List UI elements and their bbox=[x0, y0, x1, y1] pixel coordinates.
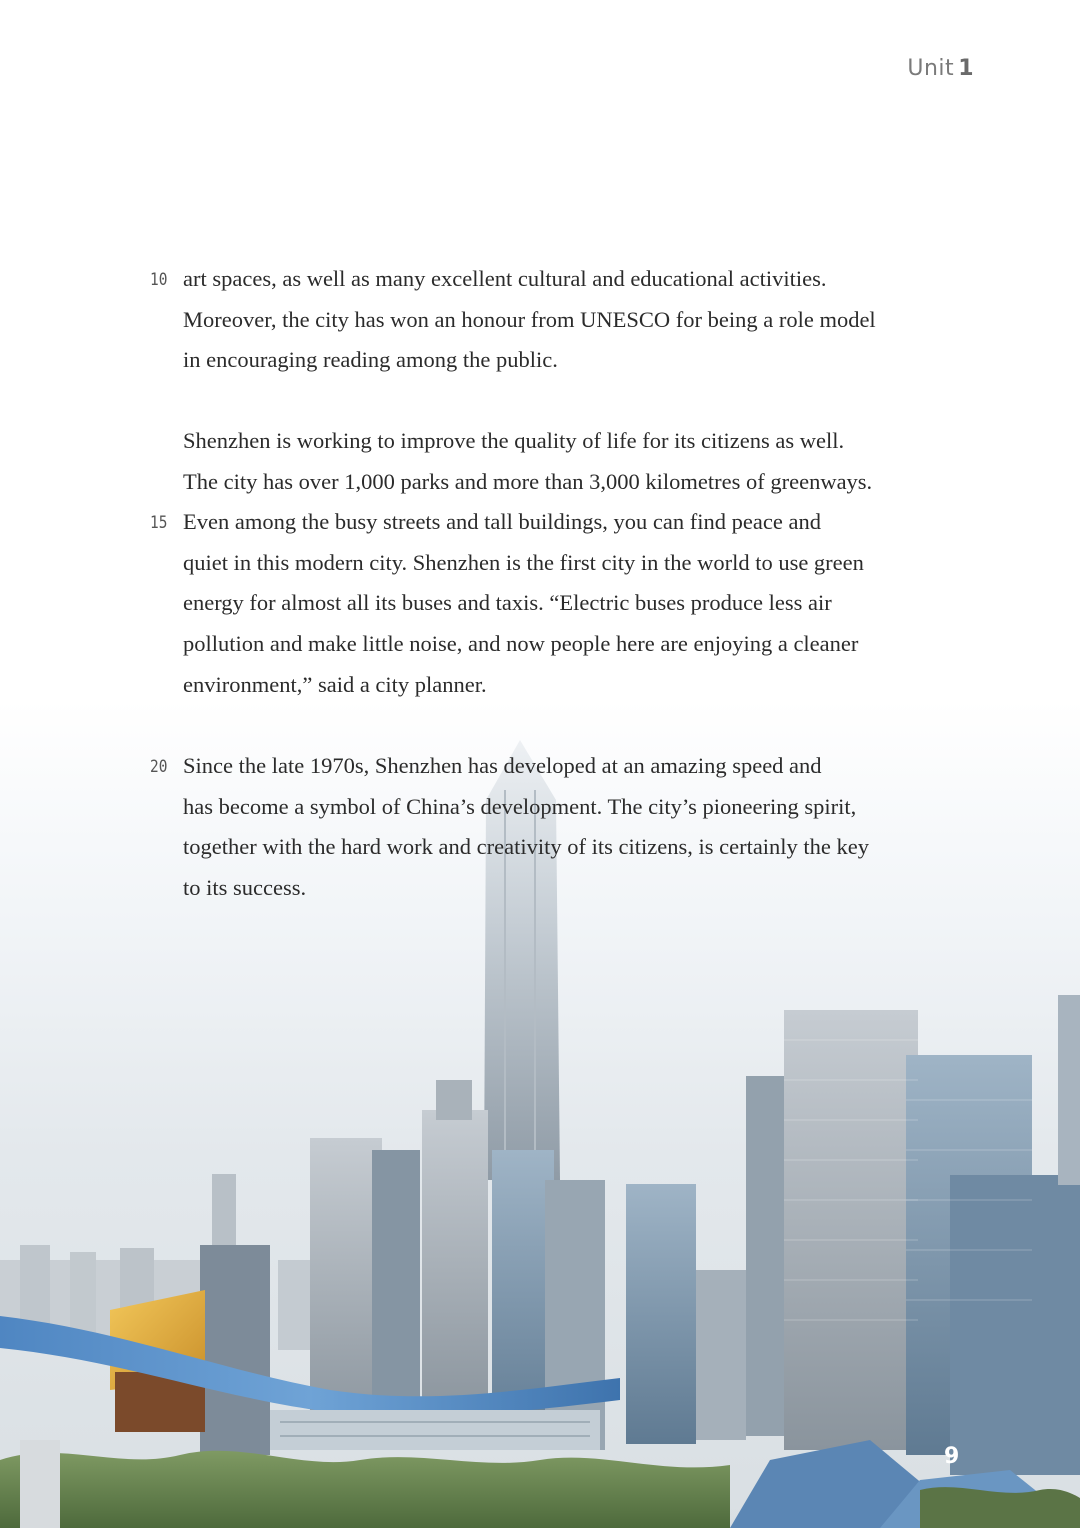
text-line: Even among the busy streets and tall buildings, you can find peace and bbox=[183, 509, 821, 535]
text-line: energy for almost all its buses and taxis. “Electric buses produce less air bbox=[183, 590, 832, 616]
unit-number: 1 bbox=[958, 56, 974, 81]
text-line: to its success. bbox=[183, 874, 307, 900]
text-line: Since the late 1970s, Shenzhen has developed at an amazing speed and bbox=[183, 753, 822, 778]
line-number-20: 20 bbox=[150, 757, 168, 777]
unit-header bbox=[907, 56, 974, 81]
paragraph-3 bbox=[183, 746, 993, 908]
text-line: environment,” said a city planner. bbox=[183, 671, 487, 697]
text-line: together with the hard work and creativity of its citizens, is certainly the key bbox=[183, 834, 870, 860]
page-number: 9 bbox=[944, 1444, 960, 1469]
text-line: Moreover, the city has won an honour from UNESCO for being a role model bbox=[183, 306, 876, 332]
text-line: in encouraging reading among the public. bbox=[183, 347, 558, 373]
unit-label: Unit bbox=[907, 56, 955, 81]
line-number-10: 10 bbox=[150, 270, 168, 290]
text-line: quiet in this modern city. Shenzhen is the first city in the world to use green bbox=[183, 549, 864, 575]
line-number-15: 15 bbox=[150, 513, 168, 533]
text-line: has become a symbol of China’s development. The city’s pioneering spirit, bbox=[183, 793, 857, 819]
text-line: The city has over 1,000 parks and more than 3,000 kilometres of greenways. bbox=[183, 468, 873, 494]
paragraph-2 bbox=[183, 421, 993, 705]
paragraph-1 bbox=[183, 259, 993, 381]
text-line: pollution and make little noise, and now people here are enjoying a cleaner bbox=[183, 630, 859, 656]
text-line: Shenzhen is working to improve the quality of life for its citizens as well. bbox=[183, 428, 845, 453]
text-line: art spaces, as well as many excellent cultural and educational activities. bbox=[183, 266, 827, 291]
